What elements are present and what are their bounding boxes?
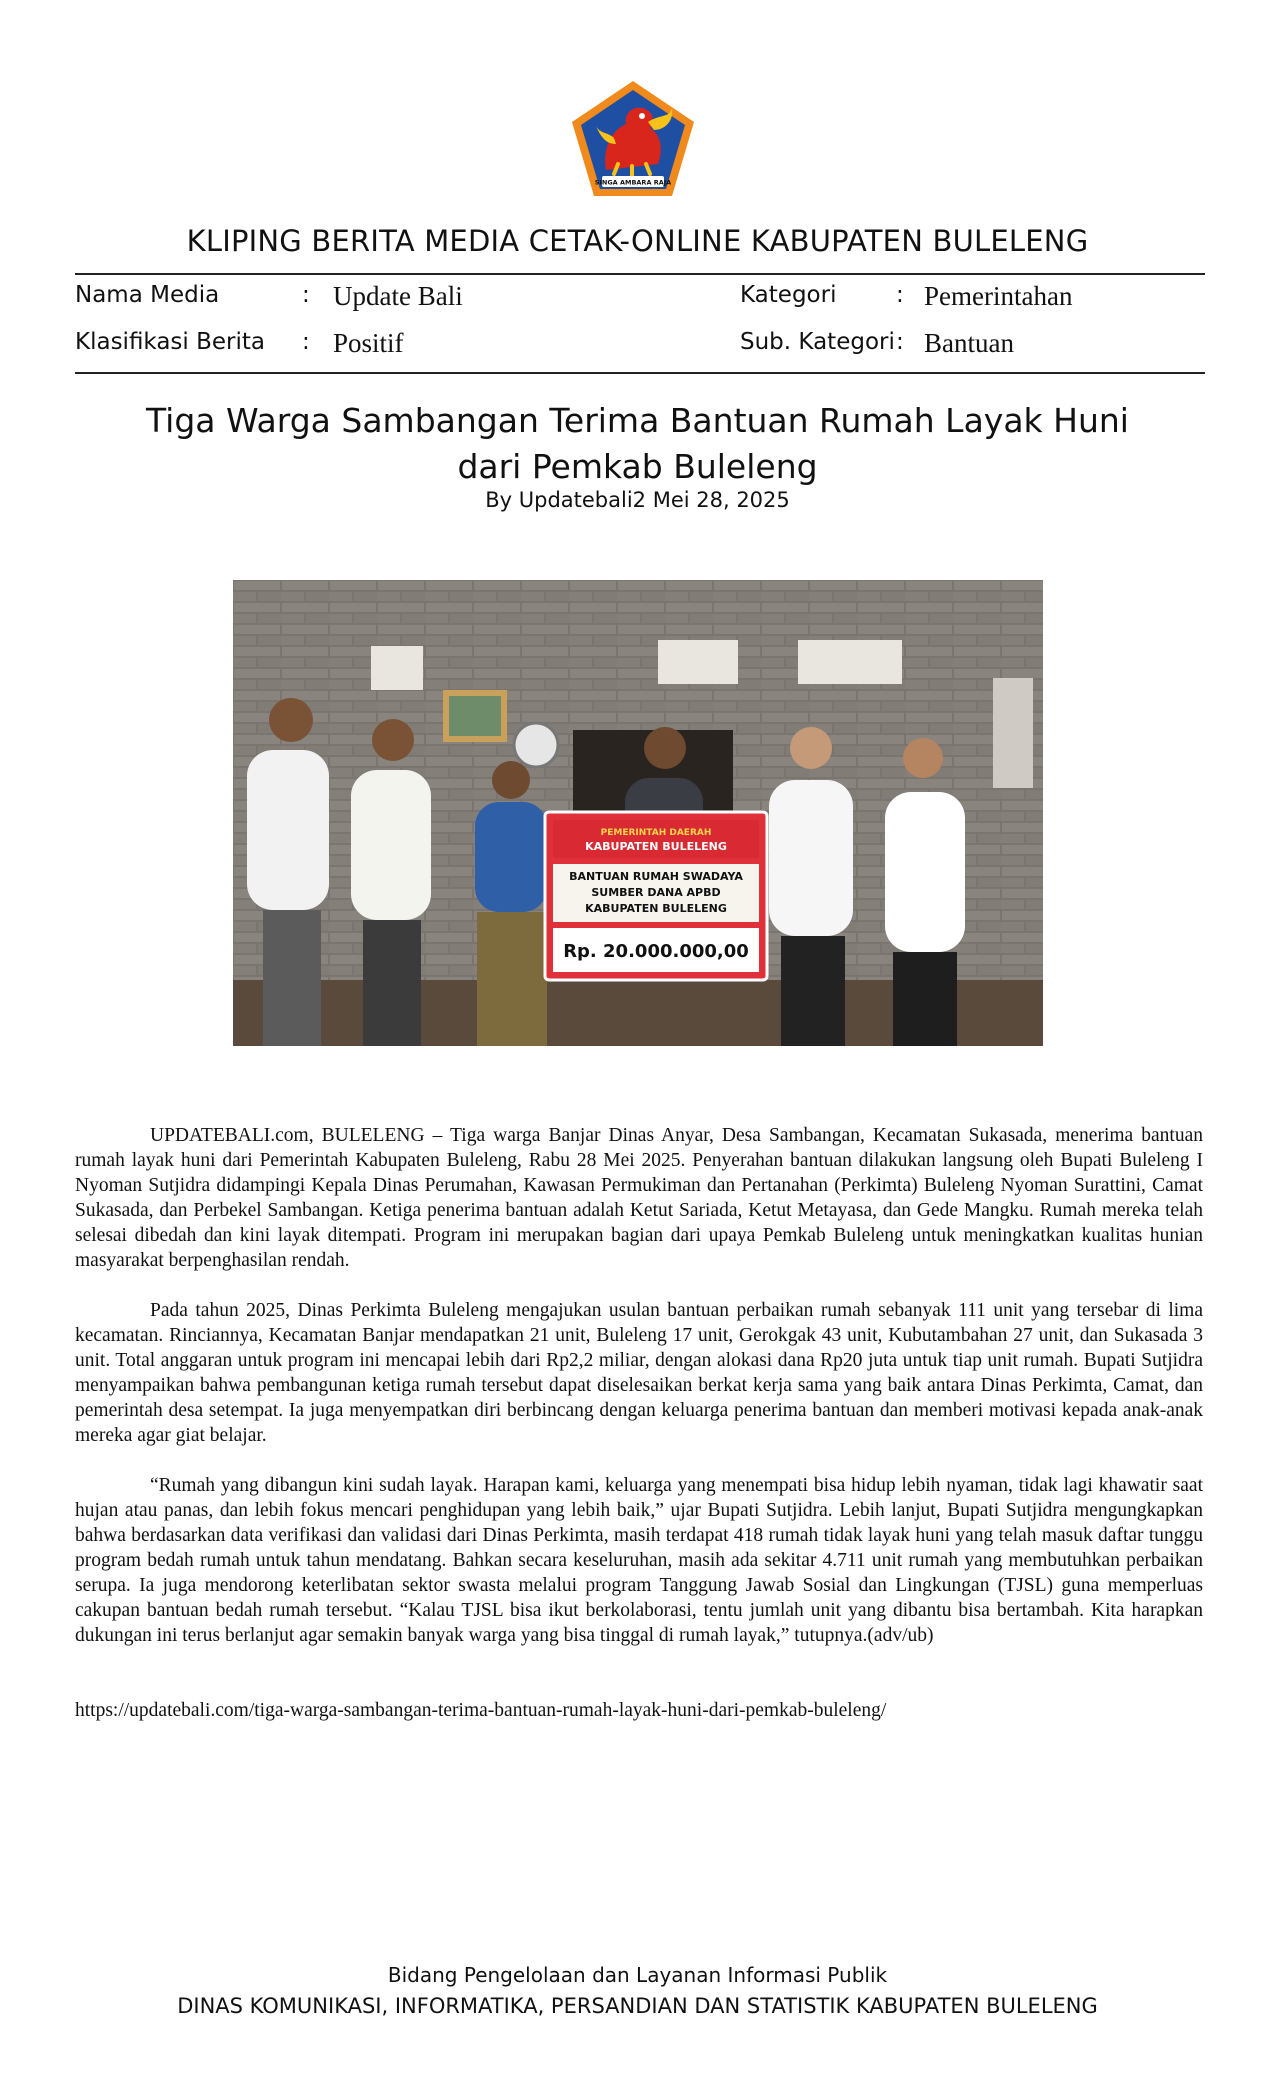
news-classification-label: Klasifikasi Berita [75,329,266,355]
footer-division: Bidang Pengelolaan dan Layanan Informasi Publik [387,1963,888,1987]
news-classification-colon: : [302,329,310,355]
logo-motto: SINGA AMBARA RAJA [594,178,672,187]
article-photo [233,580,1043,1046]
sign-header-1: PEMERINTAH DAERAH [600,828,712,838]
header-divider-top [75,273,1205,275]
footer-agency: DINAS KOMUNIKASI, INFORMATIKA, PERSANDIAN DAN STATISTIK KABUPATEN BULELENG [177,1994,1098,2018]
article-byline: By Updatebali2 Mei 28, 2025 [485,488,790,512]
subcategory-value: Bantuan [924,328,1014,358]
article-paragraph: Pada tahun 2025, Dinas Perkimta Buleleng mengajukan usulan bantuan perbaikan rumah sebanyak 111 unit yang tersebar di lima kecamatan. Rinciannya, Kecamatan Banjar mendapatkan 21 unit, Buleleng 17 unit, Gerokgak 43 unit, Kubutambahan 27 unit, dan Sukasada 3 unit. Total anggaran untuk program ini mencapai lebih dari Rp2,2 miliar, dengan alokasi dana Rp20 juta untuk tiap unit rumah. Bupati Sutjidra menyampaikan bahwa pembangunan ketiga rumah tersebut dapat diselesaikan berkat kerja sama yang baik antara Dinas Perkimta, Camat, dan pemerintah desa setempat. Ia juga menyempatkan diri berbincang dengan keluarga penerima bantuan dan memberi motivasi kepada anak-anak mereka agar giat belajar. [75,1300,1203,1446]
sign-header-2: KABUPATEN BULELENG [585,840,727,853]
category-value: Pemerintahan [924,281,1073,311]
media-name-colon: : [302,282,310,308]
category-colon: : [896,282,904,308]
source-url: https://updatebali.com/tiga-warga-sambangan-terima-bantuan-rumah-layak-huni-dari-pemkab-buleleng/ [75,1700,887,1721]
article-paragraph: “Rumah yang dibangun kini sudah layak. Harapan kami, keluarga yang menempati bisa hidup lebih nyaman, tidak lagi khawatir saat hujan atau panas, dan lebih fokus mencari penghidupan yang lebih baik,” ujar Bupati Sutjidra. Lebih lanjut, Bupati Sutjidra mengungkapkan bahwa berdasarkan data verifikasi dan validasi dari Dinas Perkimta, masih terdapat 418 rumah tidak layak huni yang telah masuk daftar tunggu program bedah rumah untuk tahun mendatang. Bahkan secara keseluruhan, masih ada sekitar 4.711 unit rumah yang membutuhkan perbaikan serupa. Ia juga mendorong keterlibatan sektor swasta melalui program Tanggung Jawab Sosial dan Lingkungan (TJSL) guna memperluas cakupan bantuan bedah rumah tersebut. “Kalau TJSL bisa ikut berkolaborasi, tentu jumlah unit yang dibantu bisa bertambah. Kita harapkan dukungan ini terus berlanjut agar semakin banyak warga yang bisa tinggal di rumah layak,” tutupnya.(adv/ub) [75,1475,1203,1646]
wall-vent-right-icon [798,640,902,684]
sign-line-2: SUMBER DANA APBD [591,886,721,899]
article-paragraph: UPDATEBALI.com, BULELENG – Tiga warga Banjar Dinas Anyar, Desa Sambangan, Kecamatan Sukasada, menerima bantuan rumah layak huni dari Pemerintah Kabupaten Buleleng, Rabu 28 Mei 2025. Penyerahan bantuan dilakukan langsung oleh Bupati Buleleng I Nyoman Sutjidra didampingi Kepala Dinas Perumahan, Kawasan Permukiman dan Pertanahan (Perkimta) Buleleng Nyoman Surattini, Camat Sukasada, dan Perbekel Sambangan. Ketiga penerima bantuan adalah Ketut Sariada, Ketut Metayasa, dan Gede Mangku. Rumah mereka telah selesai dibedah dan kini layak ditempati. Program ini merupakan bagian dari upaya Pemkab Buleleng untuk meningkatkan kualitas hunian masyarakat berpenghasilan rendah. [75,1125,1203,1271]
category-label: Kategori [740,282,837,308]
clipping-header-title: KLIPING BERITA MEDIA CETAK-ONLINE KABUPATEN BULELENG [186,224,1089,258]
donation-sign [545,812,767,980]
wall-clock-icon [514,723,558,767]
news-classification-value: Positif [333,328,404,358]
media-name-label: Nama Media [75,282,220,308]
wall-vent-left-icon [371,646,423,690]
article-title: Tiga Warga Sambangan Terima Bantuan Rumah Layak Huni dari Pemkab Buleleng [146,401,1129,486]
sign-line-1: BANTUAN RUMAH SWADAYA [569,870,743,883]
subcategory-label: Sub. Kategori [740,329,895,355]
article-body [75,1123,1203,1673]
media-name-value: Update Bali [333,281,463,311]
sign-amount: Rp. 20.000.000,00 [563,941,749,962]
sign-line-3: KABUPATEN BULELENG [585,902,727,915]
buleleng-emblem-icon [568,78,698,200]
wall-vent-center-icon [658,640,738,684]
header-divider-bottom [75,372,1205,374]
subcategory-colon: : [896,329,904,355]
